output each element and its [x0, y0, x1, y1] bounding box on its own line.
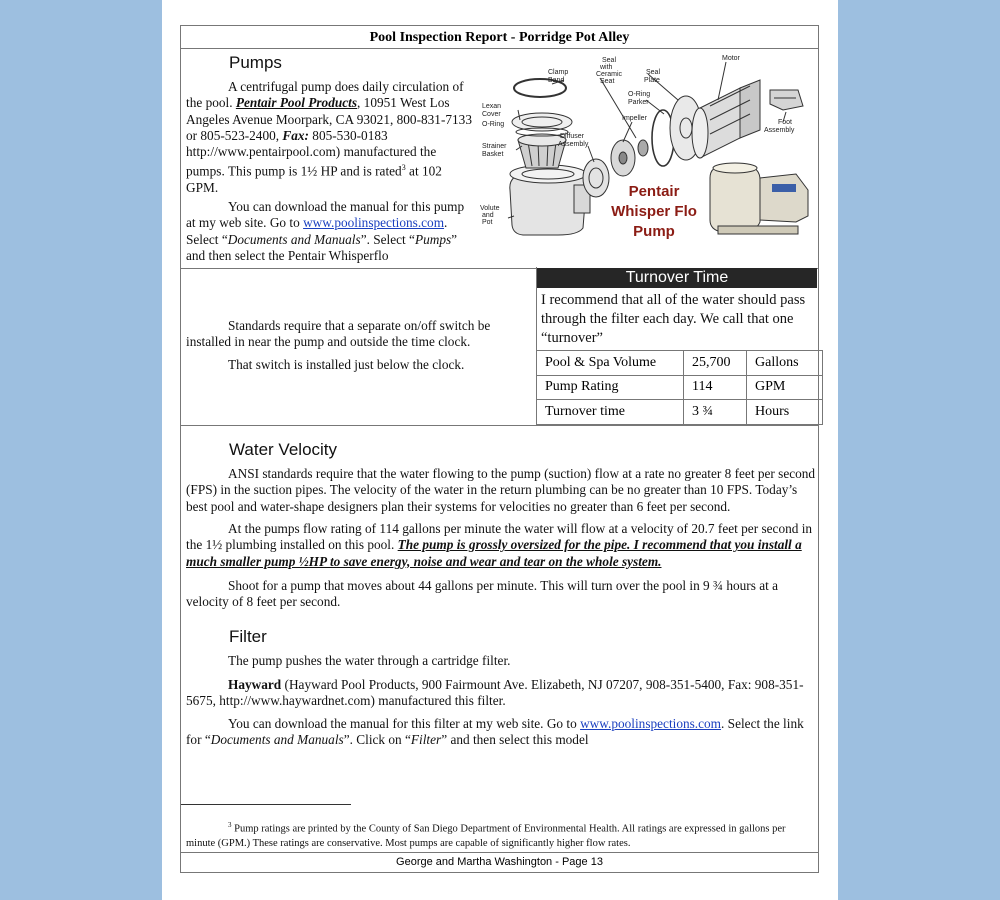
velocity-paragraph-2: At the pumps flow rating of 114 gallons per minute the water will flow at a velocity of 20.7 feet per second in the 1½ plumbing installed on this pool. The pump is grossly oversized for the pipe. I recommend that you install a much smaller pump ½HP to save energy, noise and wear and tear on the whole system. [186, 521, 813, 569]
turnover-title: Turnover Time [537, 268, 817, 288]
turnover-table [536, 350, 823, 425]
table-row: Pump Rating 114 GPM [537, 375, 823, 400]
poolinspections-link[interactable]: www.poolinspections.com [580, 716, 722, 731]
filter-paragraph-2: Hayward (Hayward Pool Products, 900 Fairmount Ave. Elizabeth, NJ 07207, 908-351-5400, Fax: 908-351-5675, http://www.haywardnet.com) manufactured this filter. [186, 677, 804, 709]
filter-paragraph-1: The pump pushes the water through a cartridge filter. [228, 653, 511, 668]
poolinspections-link[interactable]: www.poolinspections.com [303, 215, 445, 231]
report-header: Pool Inspection Report - Porridge Pot Alley [180, 25, 819, 48]
label-volute: Volute and Pot [480, 205, 500, 226]
table-row: Turnover time 3 ¾ Hours [537, 400, 823, 425]
table-row: Pool & Spa Volume 25,700 Gallons [537, 351, 823, 376]
velocity-paragraph-1: ANSI standards require that the water flowing to the pump (suction) flow at a rate no greater 8 feet per second (FPS) in the suction pipes. The velocity of the water in the return plumbing can be no greater than 10 FPS. Today’s best pool and water-shape designers plan their systems for velocities no greater than 6 feet per second. [186, 466, 816, 514]
velocity-heading: Water Velocity [229, 440, 338, 459]
label-motor: Motor [722, 55, 740, 62]
label-lexan-cover: Lexan Cover O-Ring [482, 103, 505, 128]
oversized-warning: The pump is grossly oversized for the pipe. I recommend that you install a much smaller pump ½HP to save energy, noise and wear and tear on the whole system. [186, 537, 802, 569]
pumps-paragraph-1: A centrifugal pump does daily circulation of the pool. Pentair Pool Products, 10951 West Los Angeles Avenue Moorpark, CA 93021, 800-831-7133 or 805-523-2400, Fax: 805-530-0183 http://www.pentairpool.com) manufactured the pumps. This pump is 1½ HP and is rated$^3$ at 102 GPM. [186, 79, 472, 196]
label-impeller: Impeller [622, 115, 647, 122]
label-strainer: Strainer Basket [482, 143, 507, 158]
diagram-caption-line-2: Whisper Flo [611, 203, 697, 220]
label-oring-parker: O-Ring Parker [628, 91, 651, 106]
pumps-heading: Pumps [229, 53, 282, 72]
switch-paragraph-1: Standards require that a separate on/off switch be installed in near the pump and outside the time clock. [186, 318, 491, 350]
filter-paragraph-3: You can download the manual for this filter at my web site. Go to www.poolinspections.com. Select the link for “Documents and Manuals”. Click on “Filter” and then select this model [186, 716, 804, 748]
label-seal-ceramic: Seal with Ceramic Seat [596, 57, 623, 85]
label-diffuser: Diffuser Assembly [558, 133, 589, 148]
filter-heading: Filter [229, 627, 267, 646]
footnote: $^3$ Pump ratings are printed by the County of San Diego Department of Environmental Health. All ratings are expressed in gallons per minute (GPM.) These ratings are conservative. Most pumps are capable of significantly higher flow rates. [186, 821, 786, 849]
label-clamp-band: Clamp Band [548, 69, 569, 84]
pumps-paragraph-2: You can download the manual for this pump at my web site. Go to www.poolinspections.com. Select “Documents and Manuals”. Select “Pumps” and then select the Pentair Whisperflo [186, 199, 465, 263]
diagram-caption-line-3: Pump [633, 223, 675, 240]
diagram-caption-line-1: Pentair [628, 183, 680, 200]
label-seal-plate: Seal Plate [644, 69, 661, 84]
label-foot-assembly: Foot Assembly [764, 119, 795, 134]
turnover-intro: I recommend that all of the water should pass through the filter each day. We call that one “turnover” [541, 292, 806, 346]
footnote-separator [181, 804, 351, 805]
switch-paragraph-2: That switch is installed just below the clock. [228, 357, 465, 372]
pentair-brand: Pentair Pool Products [235, 95, 358, 111]
velocity-paragraph-3: Shoot for a pump that moves about 44 gallons per minute. This will turn over the pool in 9 ¾ hours at a velocity of 8 feet per second. [186, 578, 779, 610]
page-footer: George and Martha Washington - Page 13 [180, 852, 819, 873]
pump-exploded-diagram [478, 50, 816, 240]
